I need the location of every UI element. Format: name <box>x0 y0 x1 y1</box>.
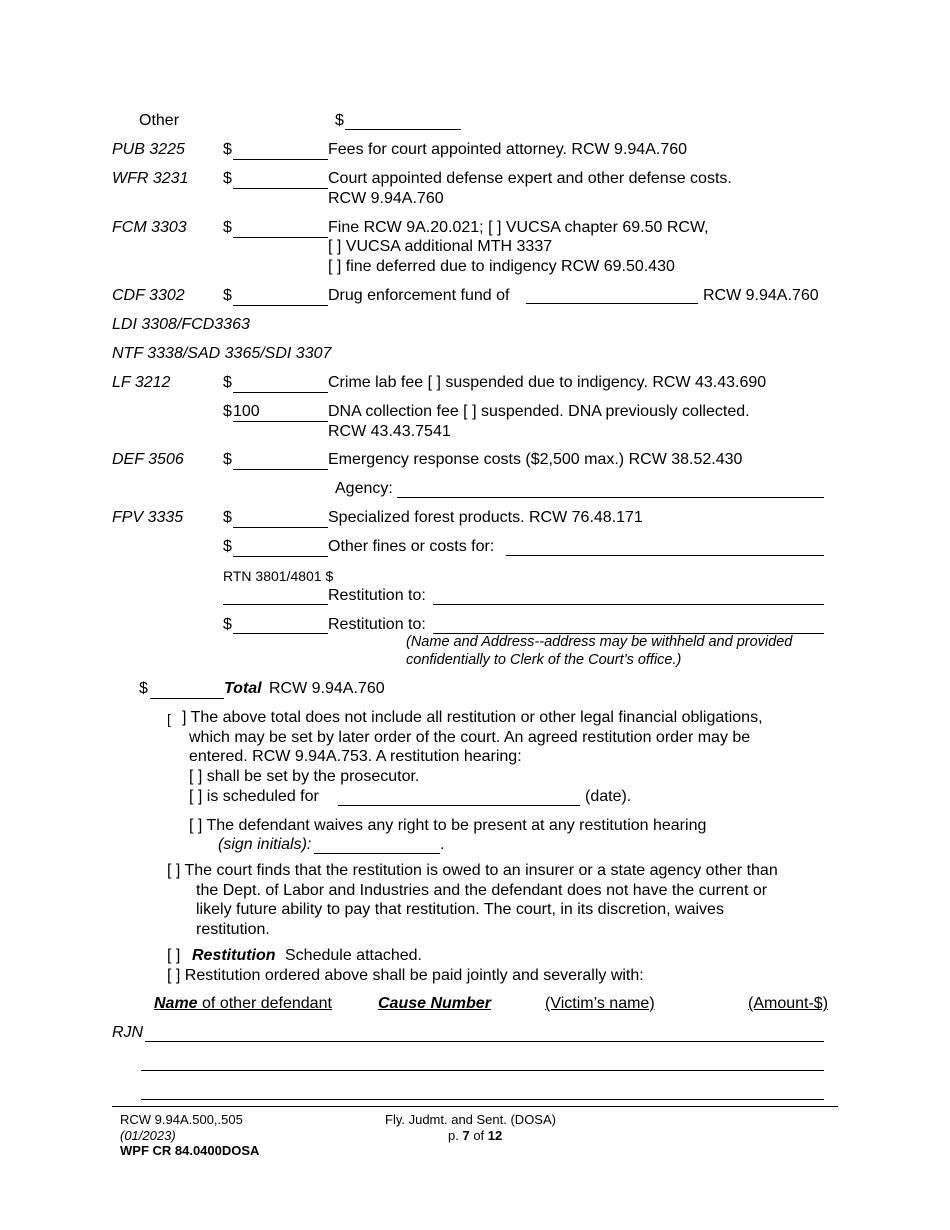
lf-code: LF 3212 <box>112 374 171 391</box>
cdf-fund-field[interactable] <box>526 303 698 304</box>
ntf-code: NTF 3338/SAD 3365/SDI 3307 <box>112 345 332 362</box>
footer-total-pages: 12 <box>487 1128 503 1143</box>
total-amount-field[interactable] <box>150 698 224 699</box>
header-name-rest: of other defendant <box>202 995 332 1012</box>
footer-form-number: WPF CR 84.0400DOSA <box>120 1143 260 1158</box>
court-finds-text-2: the Dept. of Labor and Industries and the defendant does not have the current or <box>196 882 768 899</box>
footer-page-number <box>448 1128 502 1143</box>
other-label: Other <box>139 112 180 129</box>
fcm-text-2: [ ] VUCSA additional MTH 3337 <box>328 238 553 255</box>
pub-code: PUB 3225 <box>112 141 185 158</box>
fcm-amount-field[interactable] <box>233 237 328 238</box>
header-cause-number: Cause Number <box>378 995 491 1012</box>
wfr-code: WFR 3231 <box>112 170 189 187</box>
wfr-amount-field[interactable] <box>233 188 328 189</box>
rtn2-note-1: (Name and Address--address may be withheld and provided <box>406 634 793 650</box>
dna-amount-field[interactable] <box>233 421 328 422</box>
rjn-line-3[interactable] <box>141 1099 824 1100</box>
fpv-amount-field[interactable] <box>233 527 328 528</box>
scheduled-date-field[interactable] <box>338 805 580 806</box>
above-text-3: entered. RCW 9.94A.753. A restitution hearing: <box>189 748 522 765</box>
fcm-dollar: $ <box>223 219 232 236</box>
schedule-bold: Restitution <box>192 947 276 964</box>
def-code: DEF 3506 <box>112 451 184 468</box>
other-amount-field[interactable] <box>345 129 461 130</box>
agency-label: Agency: <box>335 480 393 497</box>
other-fines-text: Other fines or costs for: <box>328 538 495 555</box>
def-amount-field[interactable] <box>233 469 328 470</box>
rjn-line-2[interactable] <box>141 1070 824 1071</box>
rtn-to-field[interactable] <box>433 604 824 605</box>
sign-initials-label: (sign initials): <box>218 836 312 853</box>
cdf-code: CDF 3302 <box>112 287 185 304</box>
header-name-bold: Name <box>154 995 198 1012</box>
rtn2-dollar: $ <box>223 616 232 633</box>
dna-text-1: DNA collection fee [ ] suspended. DNA previously collected. <box>328 403 750 420</box>
lf-dollar: $ <box>223 374 232 391</box>
fcm-code: FCM 3303 <box>112 219 187 236</box>
dna-dollar: $ <box>223 403 232 420</box>
total-rcw: RCW 9.94A.760 <box>269 680 385 697</box>
jointly-option[interactable]: [ ] Restitution ordered above shall be paid jointly and severally with: <box>167 967 644 984</box>
court-finds-text-4: restitution. <box>196 921 270 938</box>
footer-rcw: RCW 9.94A.500,.505 <box>120 1112 243 1127</box>
rjn-code: RJN <box>112 1024 144 1041</box>
header-victim-name: (Victim’s name) <box>545 995 655 1012</box>
scheduled-option[interactable]: [ ] is scheduled for <box>189 788 319 805</box>
footer-title: Fly. Judmt. and Sent. (DOSA) <box>385 1112 556 1127</box>
lf-text: Crime lab fee [ ] suspended due to indigency. RCW 43.43.690 <box>328 374 767 391</box>
rtn2-text: Restitution to: <box>328 616 426 633</box>
date-label: (date). <box>585 788 632 805</box>
schedule-checkbox[interactable]: [ ] <box>167 947 181 964</box>
fcm-text-3: [ ] fine deferred due to indigency RCW 69.50.430 <box>328 258 675 275</box>
footer-divider <box>112 1106 838 1107</box>
above-text-1: ] The above total does not include all restitution or other legal financial obligations, <box>182 709 763 726</box>
pub-text: Fees for court appointed attorney. RCW 9.94A.760 <box>328 141 688 158</box>
rtn2-amount-field[interactable] <box>233 633 328 634</box>
wfr-dollar: $ <box>223 170 232 187</box>
header-name-of-defendant <box>154 995 332 1013</box>
footer-date: (01/2023) <box>120 1128 176 1143</box>
rtn-text: Restitution to: <box>328 587 426 604</box>
cdf-suffix: RCW 9.94A.760 <box>703 287 819 304</box>
other-dollar: $ <box>335 112 344 129</box>
cdf-amount-field[interactable] <box>233 305 328 306</box>
total-dollar: $ <box>139 680 148 697</box>
footer-page: 7 <box>462 1128 470 1143</box>
prosecutor-option[interactable]: [ ] shall be set by the prosecutor. <box>189 768 420 785</box>
other-fines-amount-field[interactable] <box>233 556 328 557</box>
wfr-text-2: RCW 9.94A.760 <box>328 190 444 207</box>
above-checkbox[interactable]: [ <box>167 711 171 727</box>
other-fines-dollar: $ <box>223 538 232 555</box>
court-finds-text-3: likely future ability to pay that restitution. The court, in its discretion, waives <box>196 901 724 918</box>
wfr-text-1: Court appointed defense expert and other defense costs. <box>328 170 732 187</box>
fpv-dollar: $ <box>223 509 232 526</box>
fpv-code: FPV 3335 <box>112 509 184 526</box>
sign-initials-field[interactable] <box>314 853 440 854</box>
footer-page-prefix: p. <box>448 1128 459 1143</box>
dna-amount: 100 <box>233 403 260 420</box>
rtn-code: RTN 3801/4801 $ <box>223 568 334 584</box>
pub-dollar: $ <box>223 141 232 158</box>
rtn2-note-2: confidentially to Clerk of the Court’s office.) <box>406 652 682 668</box>
fpv-text: Specialized forest products. RCW 76.48.171 <box>328 509 643 526</box>
def-dollar: $ <box>223 451 232 468</box>
schedule-text: Schedule attached. <box>285 947 422 964</box>
other-fines-for-field[interactable] <box>506 555 824 556</box>
rtn-amount-field[interactable] <box>223 604 328 605</box>
pub-amount-field[interactable] <box>233 159 328 160</box>
cdf-text: Drug enforcement fund of <box>328 287 510 304</box>
cdf-dollar: $ <box>223 287 232 304</box>
total-label: Total <box>224 680 262 697</box>
fcm-text-1: Fine RCW 9A.20.021; [ ] VUCSA chapter 69.50 RCW, <box>328 219 709 236</box>
agency-field[interactable] <box>397 497 824 498</box>
above-text-2: which may be set by later order of the court. An agreed restitution order may be <box>189 729 751 746</box>
waives-option[interactable]: [ ] The defendant waives any right to be present at any restitution hearing <box>189 817 707 834</box>
ldi-code: LDI 3308/FCD3363 <box>112 316 250 333</box>
rjn-line-1[interactable] <box>145 1041 824 1042</box>
sign-initials-end: . <box>440 836 445 853</box>
dna-text-2: RCW 43.43.7541 <box>328 423 451 440</box>
def-text: Emergency response costs ($2,500 max.) RCW 38.52.430 <box>328 451 743 468</box>
footer-of: of <box>473 1128 485 1143</box>
lf-amount-field[interactable] <box>233 392 328 393</box>
header-amount: (Amount-$) <box>748 995 829 1012</box>
court-finds-option[interactable]: [ ] The court finds that the restitution is owed to an insurer or a state agency other than <box>167 862 778 879</box>
